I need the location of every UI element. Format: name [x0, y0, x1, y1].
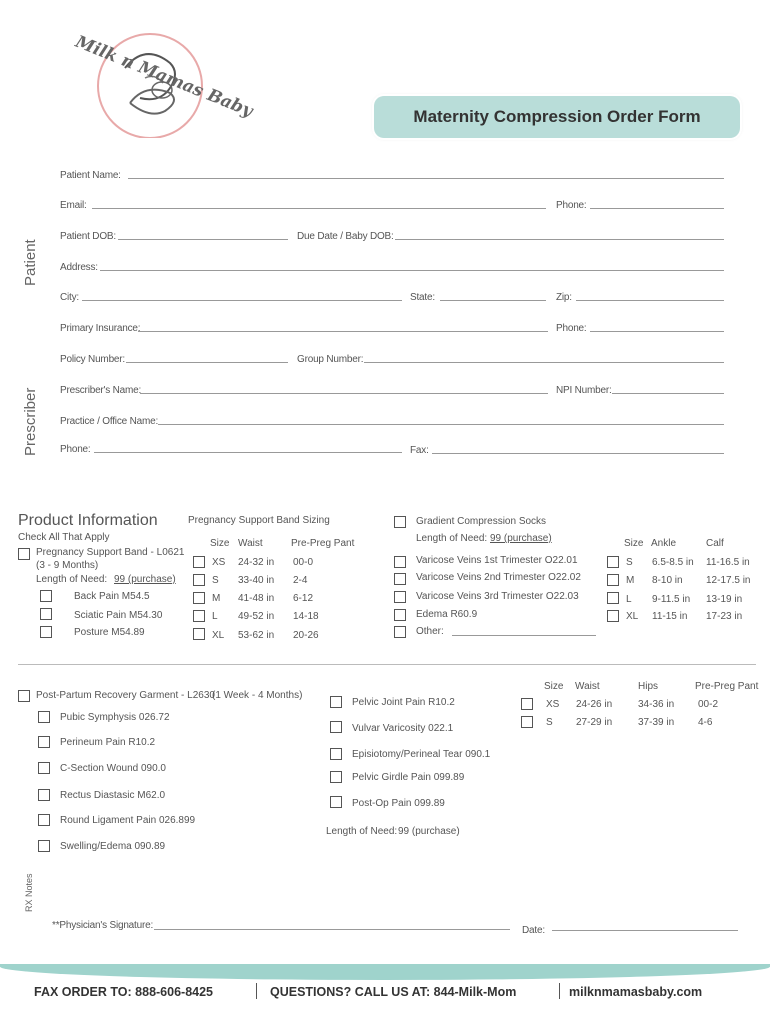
band-preg-m: 6-12 [293, 593, 314, 604]
band-preg-xs: 00-0 [293, 557, 314, 568]
city-label: City: [60, 292, 80, 303]
posture-checkbox[interactable] [40, 626, 52, 638]
band-preg-s: 2-4 [293, 575, 308, 586]
form-title-box [374, 96, 740, 138]
phone-field[interactable] [590, 208, 724, 209]
date-label: Date: [522, 925, 545, 936]
zip-field[interactable] [576, 300, 724, 301]
band-header-size: Size [210, 538, 230, 549]
footer-band [0, 964, 770, 980]
band-header-preg: Pre-Preg Pant [291, 538, 355, 549]
prescriber-phone-field[interactable] [94, 452, 402, 453]
check-all-label: Check All That Apply [18, 532, 110, 543]
zip-label: Zip: [556, 292, 572, 303]
pelvic-joint-checkbox[interactable] [330, 696, 342, 708]
socks-varicose-3-label: Varicose Veins 3rd Trimester O22.03 [416, 591, 579, 602]
socks-edema-label: Edema R60.9 [416, 609, 478, 620]
practice-field[interactable] [158, 424, 724, 425]
band-size-xs: XS [212, 557, 226, 568]
pelvic-joint-label: Pelvic Joint Pain R10.2 [352, 697, 455, 708]
socks-varicose-2-checkbox[interactable] [394, 573, 406, 585]
phone-label: Phone: [556, 200, 587, 211]
band-size-s-checkbox[interactable] [193, 574, 205, 586]
socks-varicose-2-label: Varicose Veins 2nd Trimester O22.02 [416, 572, 581, 583]
band-checkbox[interactable] [18, 548, 30, 560]
footer-questions: QUESTIONS? CALL US AT: 844-Milk-Mom [270, 985, 517, 999]
socks-ankle-l: 9-11.5 in [652, 594, 691, 605]
c-section-checkbox[interactable] [38, 762, 50, 774]
pp-waist-s: 27-29 in [576, 717, 613, 728]
socks-size-l-checkbox[interactable] [607, 592, 619, 604]
band-waist-xl: 53-62 in [238, 630, 275, 641]
band-size-m: M [212, 593, 221, 604]
band-preg-xl: 20-26 [293, 630, 319, 641]
posture-label: Posture M54.89 [74, 627, 145, 638]
patient-name-field[interactable] [128, 178, 724, 179]
patient-dob-field[interactable] [118, 239, 288, 240]
fax-field[interactable] [432, 453, 724, 454]
band-size-s: S [212, 575, 219, 586]
pp-size-xs: XS [546, 699, 560, 710]
email-label: Email: [60, 200, 87, 211]
socks-varicose-1-label: Varicose Veins 1st Trimester O22.01 [416, 555, 578, 566]
pp-size-s-checkbox[interactable] [521, 716, 533, 728]
prescriber-name-field[interactable] [140, 393, 548, 394]
insurance-phone-field[interactable] [590, 331, 724, 332]
logo [70, 8, 256, 138]
patient-name-label: Patient Name: [60, 170, 121, 181]
npi-label: NPI Number: [556, 385, 612, 396]
c-section-label: C-Section Wound 090.0 [60, 763, 166, 774]
primary-insurance-field[interactable] [138, 331, 548, 332]
round-ligament-label: Round Ligament Pain 026.899 [60, 815, 196, 826]
pp-hips-xs: 34-36 in [638, 699, 675, 710]
socks-header-ankle: Ankle [651, 538, 677, 549]
pelvic-girdle-label: Pelvic Girdle Pain 099.89 [352, 772, 465, 783]
npi-field[interactable] [612, 393, 724, 394]
policy-number-field[interactable] [126, 362, 288, 363]
footer-separator-2 [559, 983, 560, 999]
pp-preg-xs: 00-2 [698, 699, 719, 710]
socks-calf-m: 12-17.5 in [706, 575, 751, 586]
socks-ankle-s: 6.5-8.5 in [652, 557, 694, 568]
band-preg-l: 14-18 [293, 611, 319, 622]
postpartum-length-value: 99 (purchase) [398, 826, 460, 837]
socks-size-s-checkbox[interactable] [607, 556, 619, 568]
swelling-label: Swelling/Edema 090.89 [60, 841, 166, 852]
post-op-checkbox[interactable] [330, 796, 342, 808]
band-waist-m: 41-48 in [238, 593, 275, 604]
pp-preg-s: 4-6 [698, 717, 713, 728]
pp-size-s: S [546, 717, 553, 728]
form-title: Maternity Compression Order Form [413, 107, 701, 126]
socks-other-checkbox[interactable] [394, 626, 406, 638]
socks-size-xl-checkbox[interactable] [607, 610, 619, 622]
address-field[interactable] [100, 270, 724, 271]
postpartum-checkbox[interactable] [18, 690, 30, 702]
insurance-phone-label: Phone: [556, 323, 587, 334]
postpartum-duration: (1 Week - 4 Months) [212, 690, 303, 701]
back-pain-label: Back Pain M54.5 [74, 591, 150, 602]
band-waist-s: 33-40 in [238, 575, 275, 586]
round-ligament-checkbox[interactable] [38, 814, 50, 826]
state-field[interactable] [440, 300, 546, 301]
vulvar-varicosity-checkbox[interactable] [330, 721, 342, 733]
pelvic-girdle-checkbox[interactable] [330, 771, 342, 783]
pp-header-hips: Hips [638, 681, 659, 692]
socks-length-label: Length of Need: [416, 533, 488, 544]
pp-header-waist: Waist [575, 681, 600, 692]
socks-title: Gradient Compression Socks [416, 516, 547, 527]
practice-label: Practice / Office Name: [60, 416, 159, 427]
band-waist-xs: 24-32 in [238, 557, 275, 568]
band-waist-l: 49-52 in [238, 611, 275, 622]
rectus-diastasic-checkbox[interactable] [38, 789, 50, 801]
email-field[interactable] [92, 208, 546, 209]
pp-waist-xs: 24-26 in [576, 699, 613, 710]
signature-label: **Physician's Signature: [52, 920, 154, 931]
swelling-checkbox[interactable] [38, 840, 50, 852]
sciatic-pain-checkbox[interactable] [40, 608, 52, 620]
section-divider [18, 664, 756, 665]
policy-number-label: Policy Number: [60, 354, 125, 365]
pp-size-xs-checkbox[interactable] [521, 698, 533, 710]
episiotomy-checkbox[interactable] [330, 748, 342, 760]
due-date-label: Due Date / Baby DOB: [297, 231, 394, 242]
band-duration: (3 - 9 Months) [36, 560, 99, 571]
socks-ankle-xl: 11-15 in [652, 611, 688, 622]
socks-size-xl: XL [626, 611, 639, 622]
socks-calf-s: 11-16.5 in [706, 557, 750, 568]
pp-header-preg: Pre-Preg Pant [695, 681, 759, 692]
signature-field[interactable] [154, 929, 510, 930]
product-info-title: Product Information [18, 512, 158, 529]
fax-label: Fax: [410, 445, 429, 456]
vulvar-varicosity-label: Vulvar Varicosity 022.1 [352, 723, 454, 734]
postpartum-title: Post-Partum Recovery Garment - L2630 [36, 690, 215, 701]
socks-size-l: L [626, 594, 632, 605]
socks-calf-xl: 17-23 in [706, 611, 743, 622]
socks-varicose-3-checkbox[interactable] [394, 591, 406, 603]
patient-dob-label: Patient DOB: [60, 231, 116, 242]
episiotomy-label: Episiotomy/Perineal Tear 090.1 [352, 749, 491, 760]
state-label: State: [410, 292, 435, 303]
address-label: Address: [60, 262, 98, 273]
band-length-value: 99 (purchase) [114, 574, 176, 585]
back-pain-checkbox[interactable] [40, 590, 52, 602]
band-size-xl: XL [212, 630, 225, 641]
band-length-label: Length of Need: [36, 574, 108, 585]
socks-size-m-checkbox[interactable] [607, 574, 619, 586]
pubic-symphysis-checkbox[interactable] [38, 711, 50, 723]
band-size-m-checkbox[interactable] [193, 592, 205, 604]
socks-other-field[interactable] [452, 635, 596, 636]
prescriber-side-label: Prescriber [22, 387, 39, 456]
prescriber-name-label: Prescriber's Name: [60, 385, 142, 396]
date-field[interactable] [552, 930, 738, 931]
footer-website[interactable]: milknmamasbaby.com [569, 985, 703, 999]
socks-length-value: 99 (purchase) [490, 533, 552, 544]
band-sizing-title: Pregnancy Support Band Sizing [188, 515, 330, 526]
footer-fax: FAX ORDER TO: 888-606-8425 [34, 985, 214, 999]
group-number-label: Group Number: [297, 354, 364, 365]
socks-calf-l: 13-19 in [706, 594, 743, 605]
perineum-pain-label: Perineum Pain R10.2 [60, 737, 156, 748]
socks-header-size: Size [624, 538, 644, 549]
band-size-l-checkbox[interactable] [193, 610, 205, 622]
socks-varicose-1-checkbox[interactable] [394, 556, 406, 568]
postpartum-length-label: Length of Need: [326, 826, 398, 837]
footer-separator-1 [256, 983, 257, 999]
socks-other-label: Other: [416, 626, 444, 637]
band-item-label: Pregnancy Support Band - L0621 [36, 547, 185, 558]
band-size-xs-checkbox[interactable] [193, 556, 205, 568]
pp-hips-s: 37-39 in [638, 717, 675, 728]
city-field[interactable] [82, 300, 402, 301]
pp-header-size: Size [544, 681, 564, 692]
band-size-xl-checkbox[interactable] [193, 628, 205, 640]
socks-checkbox[interactable] [394, 516, 406, 528]
rx-notes-label: RX Notes [24, 873, 34, 912]
band-header-waist: Waist [238, 538, 263, 549]
rectus-diastasic-label: Rectus Diastasic M62.0 [60, 790, 166, 801]
band-size-l: L [212, 611, 218, 622]
socks-header-calf: Calf [706, 538, 724, 549]
socks-ankle-m: 8-10 in [652, 575, 683, 586]
perineum-pain-checkbox[interactable] [38, 736, 50, 748]
primary-insurance-label: Primary Insurance: [60, 323, 141, 334]
socks-size-m: M [626, 575, 635, 586]
group-number-field[interactable] [364, 362, 724, 363]
due-date-field[interactable] [395, 239, 724, 240]
patient-side-label: Patient [22, 239, 39, 286]
post-op-label: Post-Op Pain 099.89 [352, 798, 445, 809]
socks-edema-checkbox[interactable] [394, 609, 406, 621]
logo-text: Milk n Mamas Baby [72, 32, 256, 122]
pubic-symphysis-label: Pubic Symphysis 026.72 [60, 712, 170, 723]
socks-size-s: S [626, 557, 633, 568]
prescriber-phone-label: Phone: [60, 444, 91, 455]
sciatic-pain-label: Sciatic Pain M54.30 [74, 610, 163, 621]
